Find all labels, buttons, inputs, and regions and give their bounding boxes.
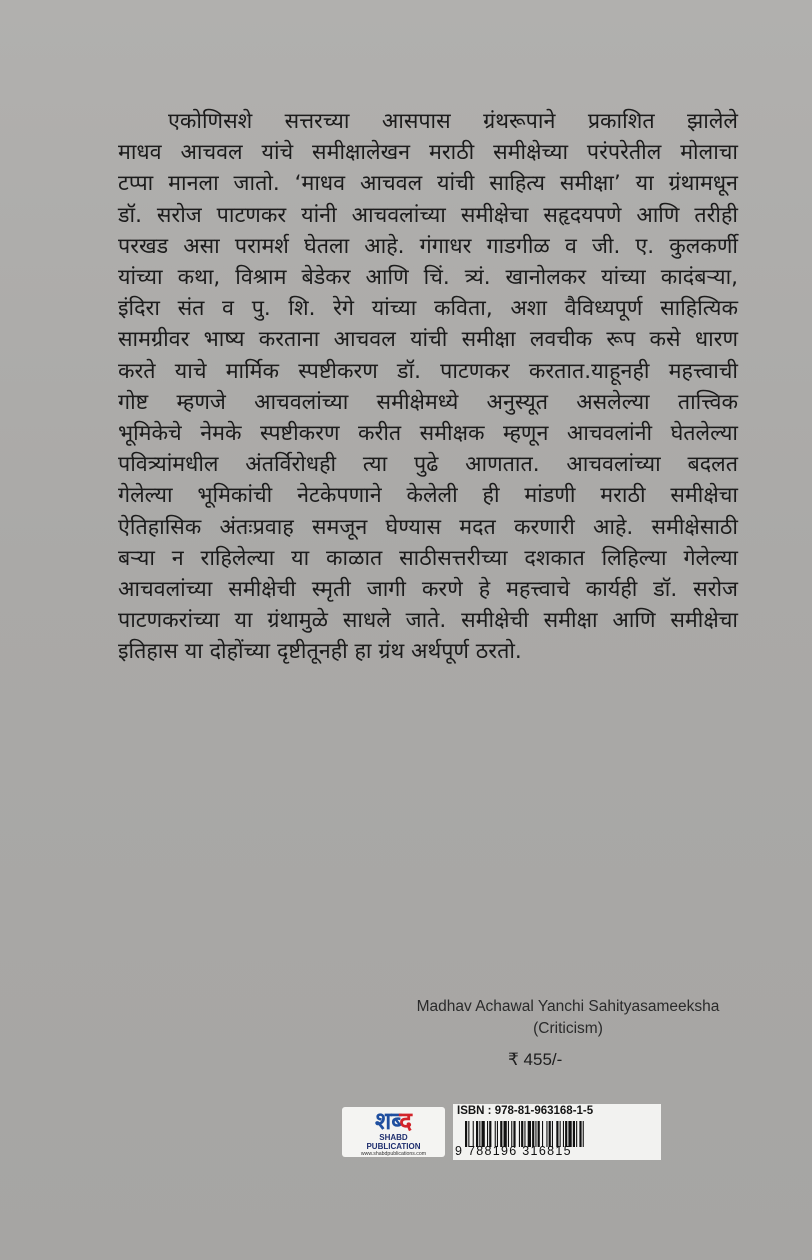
blurb-line: यांच्या कथा, विश्राम बेडेकर आणि चिं. त्र्यं. खानोलकर यांच्या कादंबऱ्या, [118,265,738,291]
genre-label: (Criticism) [533,1020,603,1037]
isbn-label: ISBN : 978-81-963168-1-5 [457,1105,594,1117]
publisher-name-line2: PUBLICATION [366,1142,421,1151]
blurb-line: करते याचे मार्मिक स्पष्टीकरण डॉ. पाटणकर करतात.याहूनही महत्त्वाची [118,358,738,384]
blurb-line: एकोणिसशे सत्तरच्या आसपास ग्रंथरूपाने प्रकाशित झालेले [168,109,738,134]
publisher-logo-mark [342,1109,445,1133]
blurb-line: गोष्ट म्हणजे आचवलांच्या समीक्षेमध्ये अनुस्यूत असलेल्या तात्त्विक [118,389,738,415]
logo-mark-part: शब् [374,1107,400,1135]
blurb-line: बऱ्या न राहिलेल्या या काळात साठीसत्तरीच्या दशकात लिहिल्या गेलेल्या [118,545,738,571]
publisher-name-line1: SHABD [379,1133,408,1142]
blurb-line: परखड असा परामर्श घेतला आहे. गंगाधर गाडगीळ व जी. ए. कुलकर्णी [118,233,738,259]
blurb-line: ऐतिहासिक अंतःप्रवाह समजून घेण्यास मदत करणारी आहे. समीक्षेसाठी [118,514,738,540]
blurb-paragraph [118,106,738,668]
publisher-website: www.shabdpublications.com [360,1151,427,1157]
blurb-line: सामग्रीवर भाष्य करताना आचवल यांची समीक्षा लवचीक रूप कसे धारण [118,327,738,353]
english-title: Madhav Achawal Yanchi Sahityasameeksha [416,998,720,1015]
publisher-logo [342,1107,445,1157]
logo-mark-accent: द [399,1107,413,1135]
blurb-line: इंदिरा संत व पु. शि. रेगे यांच्या कविता, अशा वैविध्यपूर्ण साहित्यिक [118,296,738,322]
blurb-line: टप्पा मानला जातो. ‘माधव आचवल यांची साहित्य समीक्षा’ या ग्रंथामधून [118,171,738,197]
blurb-line: भूमिकेचे नेमके स्पष्टीकरण करीत समीक्षक म्हणून आचवलांनी घेतलेल्या [118,421,738,447]
blurb-line: गेलेल्या भूमिकांची नेटकेपणाने केलेली ही मांडणी मराठी समीक्षेचा [118,483,738,509]
blurb-line: पाटणकरांच्या या ग्रंथामुळे साधले जाते. समीक्षेची समीक्षा आणि समीक्षेचा [118,608,738,634]
price-label: ₹ 455/- [508,1050,563,1069]
blurb-line: माधव आचवल यांचे समीक्षालेखन मराठी समीक्षेच्या परंपरेतील मोलाचा [118,140,738,166]
blurb-line: इतिहास या दोहोंच्या दृष्टीतूनही हा ग्रंथ अर्थपूर्ण ठरतो. [118,639,522,665]
blurb-line: पवित्र्यांमधील अंतर्विरोधही त्या पुढे आणतात. आचवलांच्या बदलत [118,452,738,478]
blurb-line: डॉ. सरोज पाटणकर यांनी आचवलांच्या समीक्षेचा सहृदयपणे आणि तरीही [118,202,738,228]
isbn-barcode-panel [453,1104,661,1160]
english-title-block [398,996,738,1040]
barcode-digits: 9 788196 316815 [455,1144,572,1158]
blurb-line: आचवलांच्या समीक्षेची स्मृती जागी करणे हे महत्त्वाचे कार्यही डॉ. सरोज [118,577,738,603]
